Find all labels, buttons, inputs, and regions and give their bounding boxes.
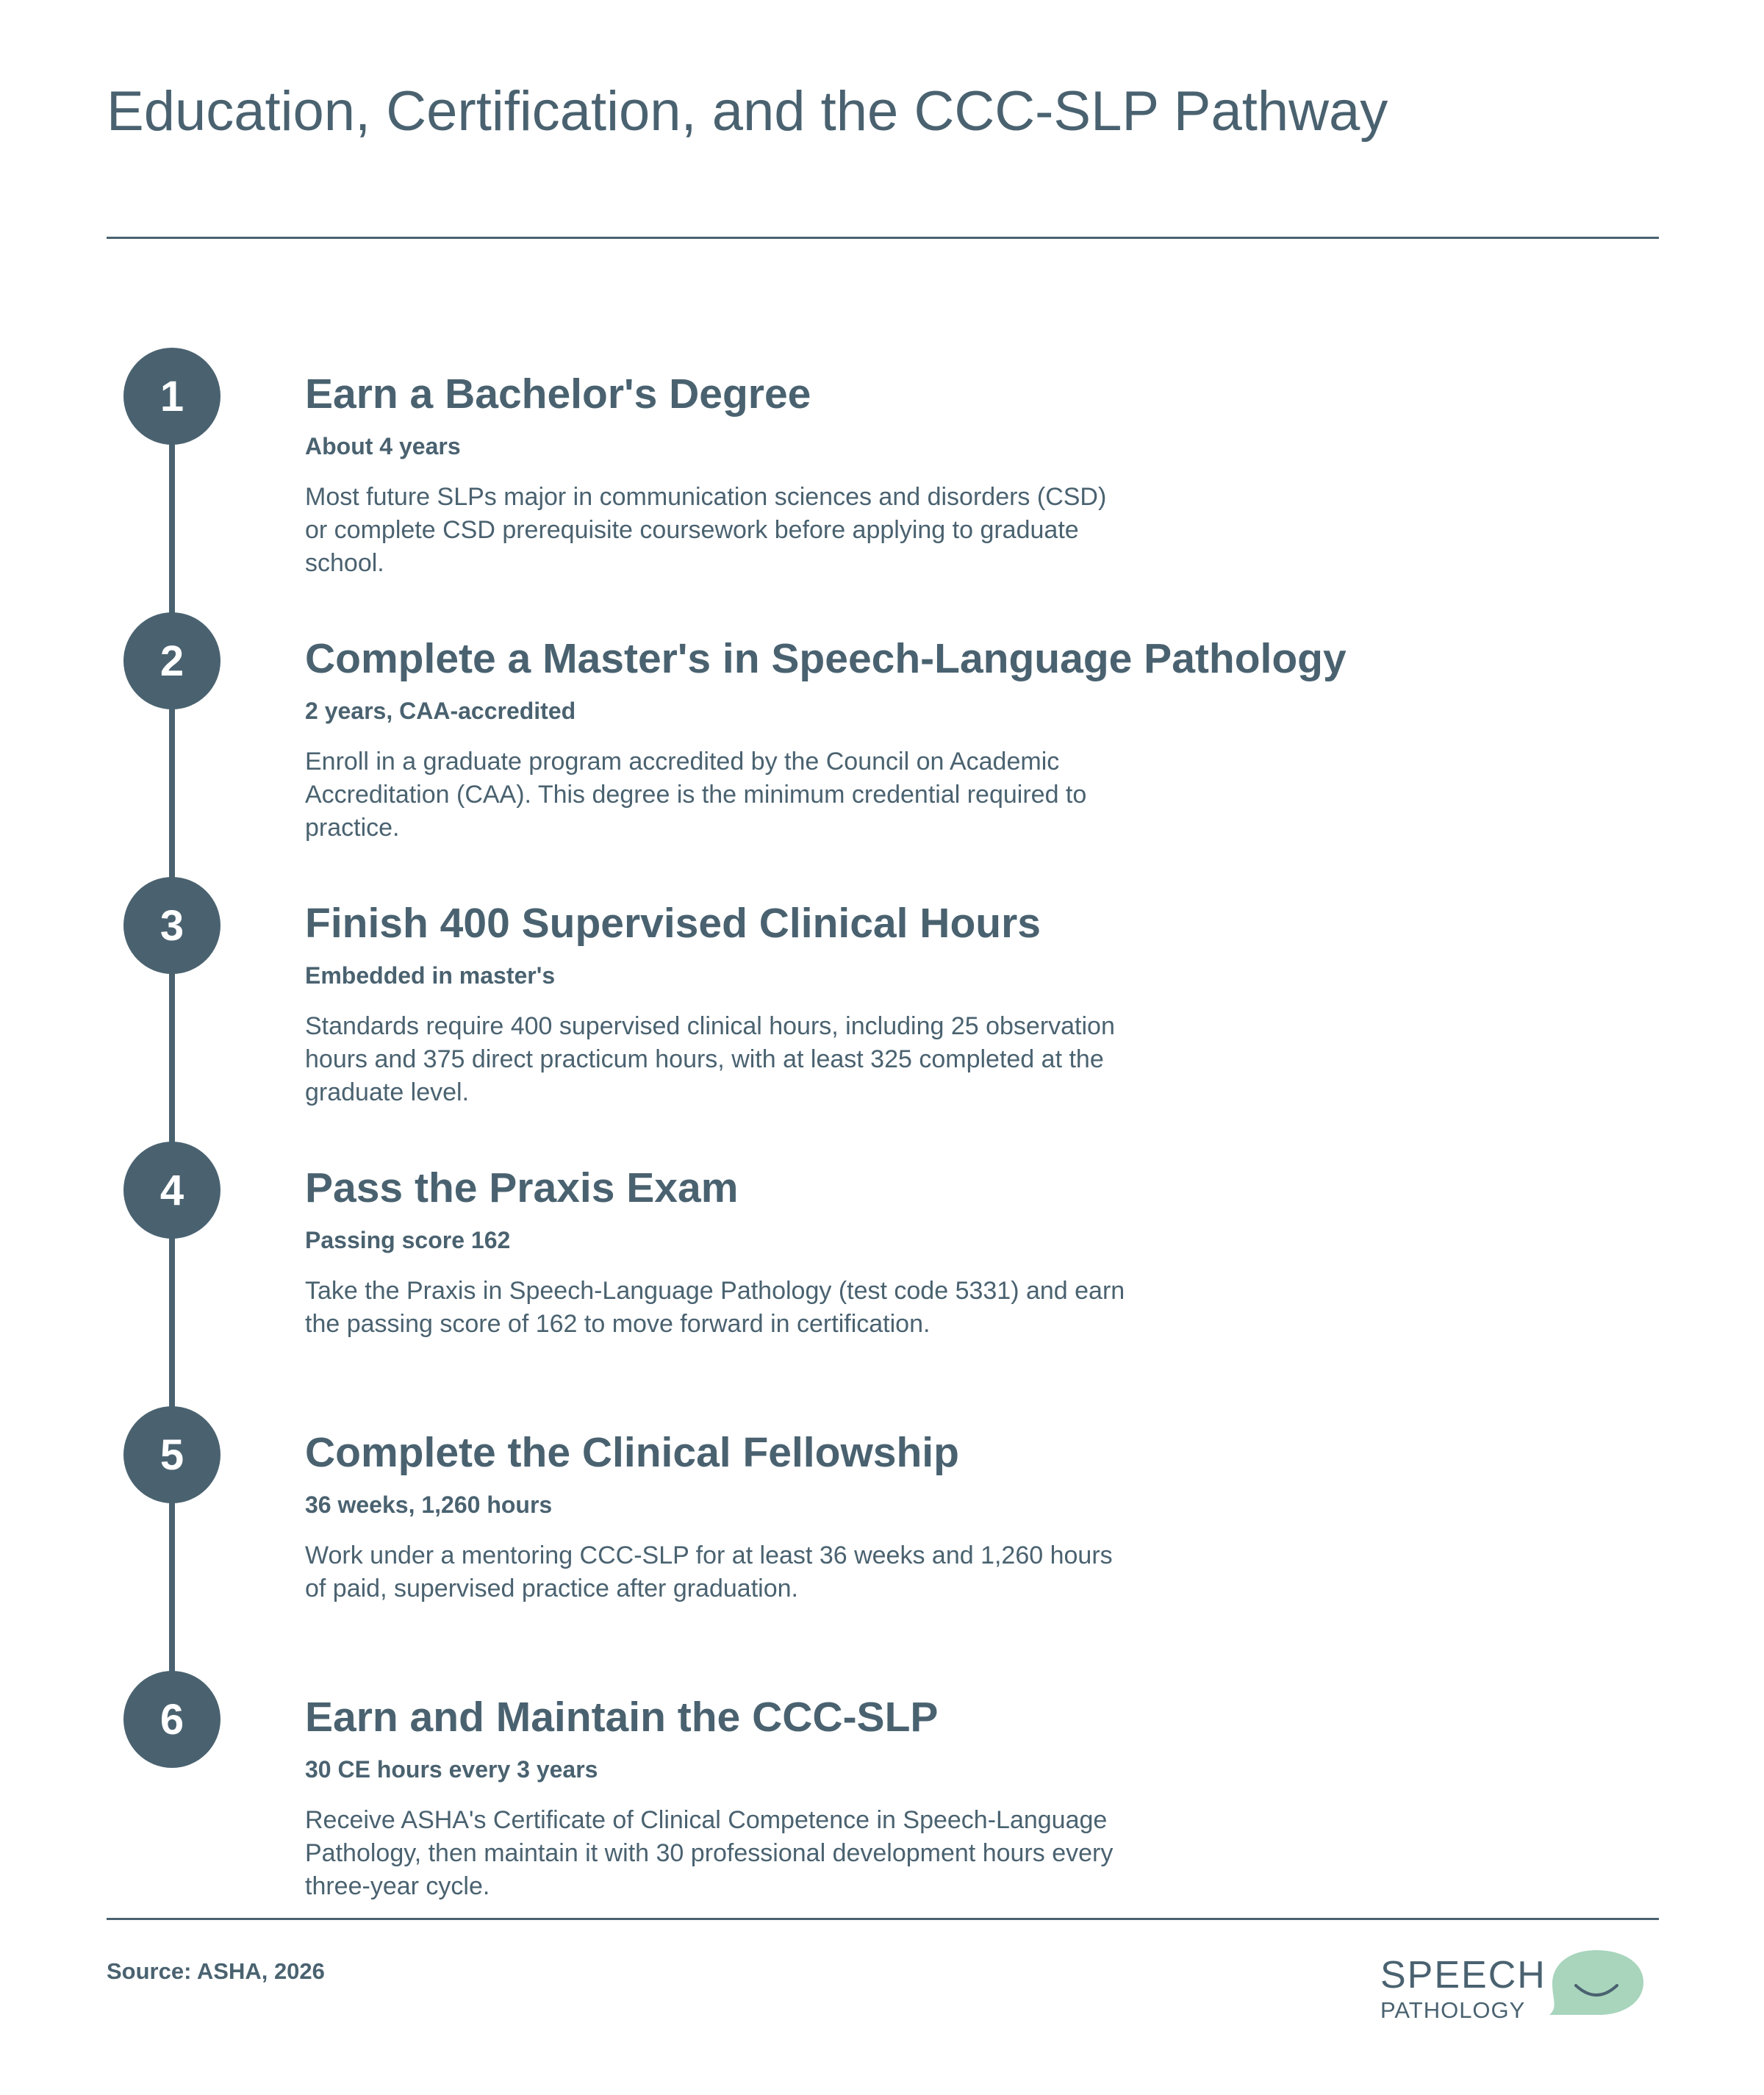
timeline-connector-line <box>169 397 175 1720</box>
logo-word-pathology: PATHOLOGY <box>1380 1997 1526 2023</box>
bottom-divider <box>107 1918 1659 1920</box>
step-3-title: Finish 400 Supervised Clinical Hours <box>305 900 1041 947</box>
step-5-subtitle: 36 weeks, 1,260 hours <box>305 1491 553 1518</box>
step-2-title: Complete a Master's in Speech-Language Pathology <box>305 635 1347 682</box>
step-6 <box>305 1694 1628 1903</box>
step-1-subtitle: About 4 years <box>305 432 461 459</box>
step-2-description: Enroll in a graduate program accredited by the Council on Academic Accreditation (CAA). This degree is the minimum credential required to practice. <box>305 747 1087 842</box>
step-6-title: Earn and Maintain the CCC-SLP <box>305 1694 939 1741</box>
step-1-title: Earn a Bachelor's Degree <box>305 370 811 418</box>
step-3-subtitle: Embedded in master's <box>305 961 556 989</box>
speech-bubble-smile-icon <box>1545 1947 1648 2021</box>
logo-word-speech: SPEECH <box>1380 1954 1546 1996</box>
step-2-subtitle: 2 years, CAA-accredited <box>305 697 576 724</box>
step-4-description: Take the Praxis in Speech-Language Pathology (test code 5331) and earn the passing score of 162 to move forward in certification. <box>305 1276 1125 1338</box>
step-4-title: Pass the Praxis Exam <box>305 1164 739 1211</box>
step-5-number-circle: 5 <box>123 1406 220 1503</box>
step-2-number-circle: 2 <box>123 612 220 709</box>
top-divider <box>107 237 1659 239</box>
speech-pathology-logo <box>1374 1944 1654 2029</box>
step-3 <box>305 900 1628 1109</box>
step-6-description: Receive ASHA's Certificate of Clinical Competence in Speech-Language Pathology, then maintain it with 30 professional development hours every three-year cycle. <box>305 1805 1114 1900</box>
step-1 <box>305 370 1628 580</box>
step-3-description: Standards require 400 supervised clinical hours, including 25 observation hours and 375 direct practicum hours, with at least 325 completed at the graduate level. <box>305 1011 1115 1106</box>
step-6-subtitle: 30 CE hours every 3 years <box>305 1755 598 1783</box>
step-2 <box>305 635 1628 845</box>
step-4-subtitle: Passing score 162 <box>305 1226 511 1253</box>
step-4-number-circle: 4 <box>123 1142 220 1239</box>
step-1-number-circle: 1 <box>123 348 220 445</box>
step-6-number-circle: 6 <box>123 1671 220 1768</box>
step-5-description: Work under a mentoring CCC-SLP for at least 36 weeks and 1,260 hours of paid, supervised practice after graduation. <box>305 1541 1113 1602</box>
source-note: Source: ASHA, 2026 <box>107 1958 325 1984</box>
page-title: Education, Certification, and the CCC-SLP Pathway <box>107 80 1388 143</box>
step-4 <box>305 1164 1628 1341</box>
step-1-description: Most future SLPs major in communication sciences and disorders (CSD) or complete CSD prerequisite coursework before applying to graduate school. <box>305 482 1107 577</box>
step-3-number-circle: 3 <box>123 877 220 974</box>
step-5 <box>305 1429 1628 1605</box>
step-5-title: Complete the Clinical Fellowship <box>305 1429 959 1476</box>
